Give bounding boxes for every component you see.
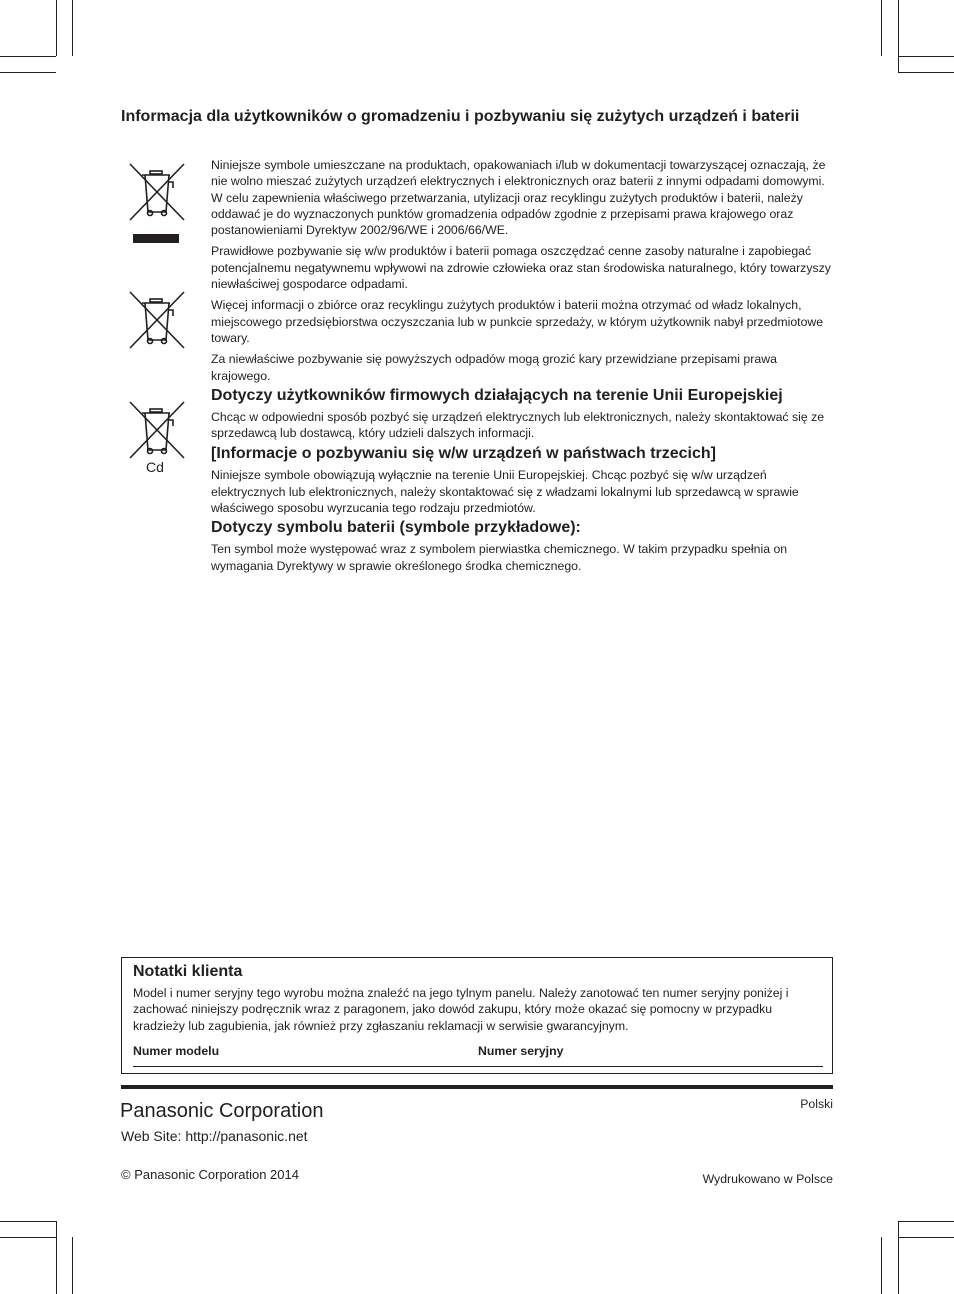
cd-label: Cd <box>146 459 164 475</box>
paragraph: Niniejsze symbole obowiązują wyłącznie na terenie Unii Europejskiej. Chcąc pozbyć się w/w urządzeń elektrycznych lub elektronicznych, należy skontaktować się z władzami lokalnymi lub sprzedawcą w sprawie właściwego sposobu wyrzucania tego rodzaju przedmiotów. <box>211 468 799 516</box>
crop-mark <box>0 1221 56 1222</box>
crop-mark <box>898 1221 954 1222</box>
notes-text: Model i numer seryjny tego wyrobu można znaleźć na jego tylnym panelu. Należy zanotować ten numer seryjny poniżej i zachować niniejszy podręcznik wraz z paragonem, jako dowód zakupu, który może okazać się pomocny w przypadku kradzieży lub zagubienia, jak również przy zgłaszaniu reklamacji w serwisie gwarancyjnym. <box>133 986 789 1033</box>
serial-number-label: Numer seryjny <box>478 1044 564 1058</box>
section-heading: [Informacje o pozbywaniu się w/w urządzeń w państwach trzecich] <box>211 445 716 463</box>
crop-mark <box>898 1221 899 1294</box>
crop-mark <box>0 72 56 73</box>
crop-mark <box>72 0 73 56</box>
page-title: Informacja dla użytkowników o gromadzeniu i pozbywaniu się zużytych urządzeń i baterii <box>121 108 800 125</box>
black-bar <box>133 234 179 243</box>
crop-mark <box>56 1221 57 1294</box>
main-content <box>211 157 833 579</box>
paragraph: Więcej informacji o zbiórce oraz recyklingu zużytych produktów i baterii można otrzymać od władz lokalnych, miejscowego przedsiębiorstwa oczyszczania lub w punkcie sprzedaży, w którym użytkownik nabył przedmiotowe towary. <box>211 298 824 345</box>
copyright-text: © Panasonic Corporation 2014 <box>121 1167 299 1182</box>
crossed-bin-icon <box>128 290 186 350</box>
crop-mark <box>898 0 899 72</box>
paragraph: Za niewłaściwe pozbywanie się powyższych odpadów mogą grozić kary przewidziane przepisami prawa krajowego. <box>211 352 777 383</box>
customer-notes-box <box>121 957 833 1074</box>
section-heading: Dotyczy symbolu baterii (symbole przykładowe): <box>211 519 581 537</box>
crossed-bin-icon <box>128 162 186 222</box>
crop-mark <box>0 56 56 57</box>
crop-mark <box>898 56 954 57</box>
crop-mark <box>898 72 954 73</box>
footer-divider <box>121 1085 833 1089</box>
crop-mark <box>0 1237 56 1238</box>
crop-mark <box>881 1237 882 1294</box>
crop-mark <box>56 0 57 56</box>
crossed-bin-icon <box>128 400 186 460</box>
paragraph: Chcąc w odpowiedni sposób pozbyć się urządzeń elektrycznych lub elektronicznych, należy skontaktować się ze sprzedawcą lub dostawcą, który udzieli dalszych informacji. <box>211 409 825 441</box>
fill-in-line <box>133 1066 823 1067</box>
language-label: Polski <box>800 1097 833 1111</box>
crop-mark <box>898 1237 954 1238</box>
paragraph: Prawidłowe pozbywanie się w/w produktów i baterii pomaga oszczędzać cenne zasoby naturalne i zapobiegać potencjalnemu negatywnemu wpływowi na zdrowie człowieka oraz stan środowiska naturalnego, który towarzyszy niewłaściwej gospodarce odpadami. <box>211 244 831 292</box>
paragraph: Niniejsze symbole umieszczane na produktach, opakowaniach i/lub w dokumentacji towarzyszącej oznaczają, że nie wolno mieszać zużytych urządzeń elektrycznych i elektronicznych oraz baterii z innymi odpadami domowymi. W celu zapewnienia właściwego przetwarzania, utylizacji oraz recyklingu zużytych produktów i baterii, należy oddawać je do wyznaczonych punktów gromadzenia odpadów zgodnie z przepisami prawa krajowego oraz postanowieniami Dyrektyw 2002/96/WE i 2006/66/WE. <box>211 158 826 238</box>
notes-title: Notatki klienta <box>133 963 243 980</box>
printed-in-text: Wydrukowano w Polsce <box>702 1172 833 1186</box>
paragraph: Ten symbol może występować wraz z symbolem pierwiastka chemicznego. W takim przypadku spełnia on wymagania Dyrektywy w sprawie określonego środka chemicznego. <box>211 542 788 573</box>
company-logo: Panasonic Corporation <box>120 1100 324 1122</box>
website-text: Web Site: http://panasonic.net <box>121 1128 308 1144</box>
section-heading: Dotyczy użytkowników firmowych działających na terenie Unii Europejskiej <box>211 386 783 404</box>
crop-mark <box>881 0 882 56</box>
model-number-label: Numer modelu <box>133 1044 220 1058</box>
crop-mark <box>72 1237 73 1294</box>
